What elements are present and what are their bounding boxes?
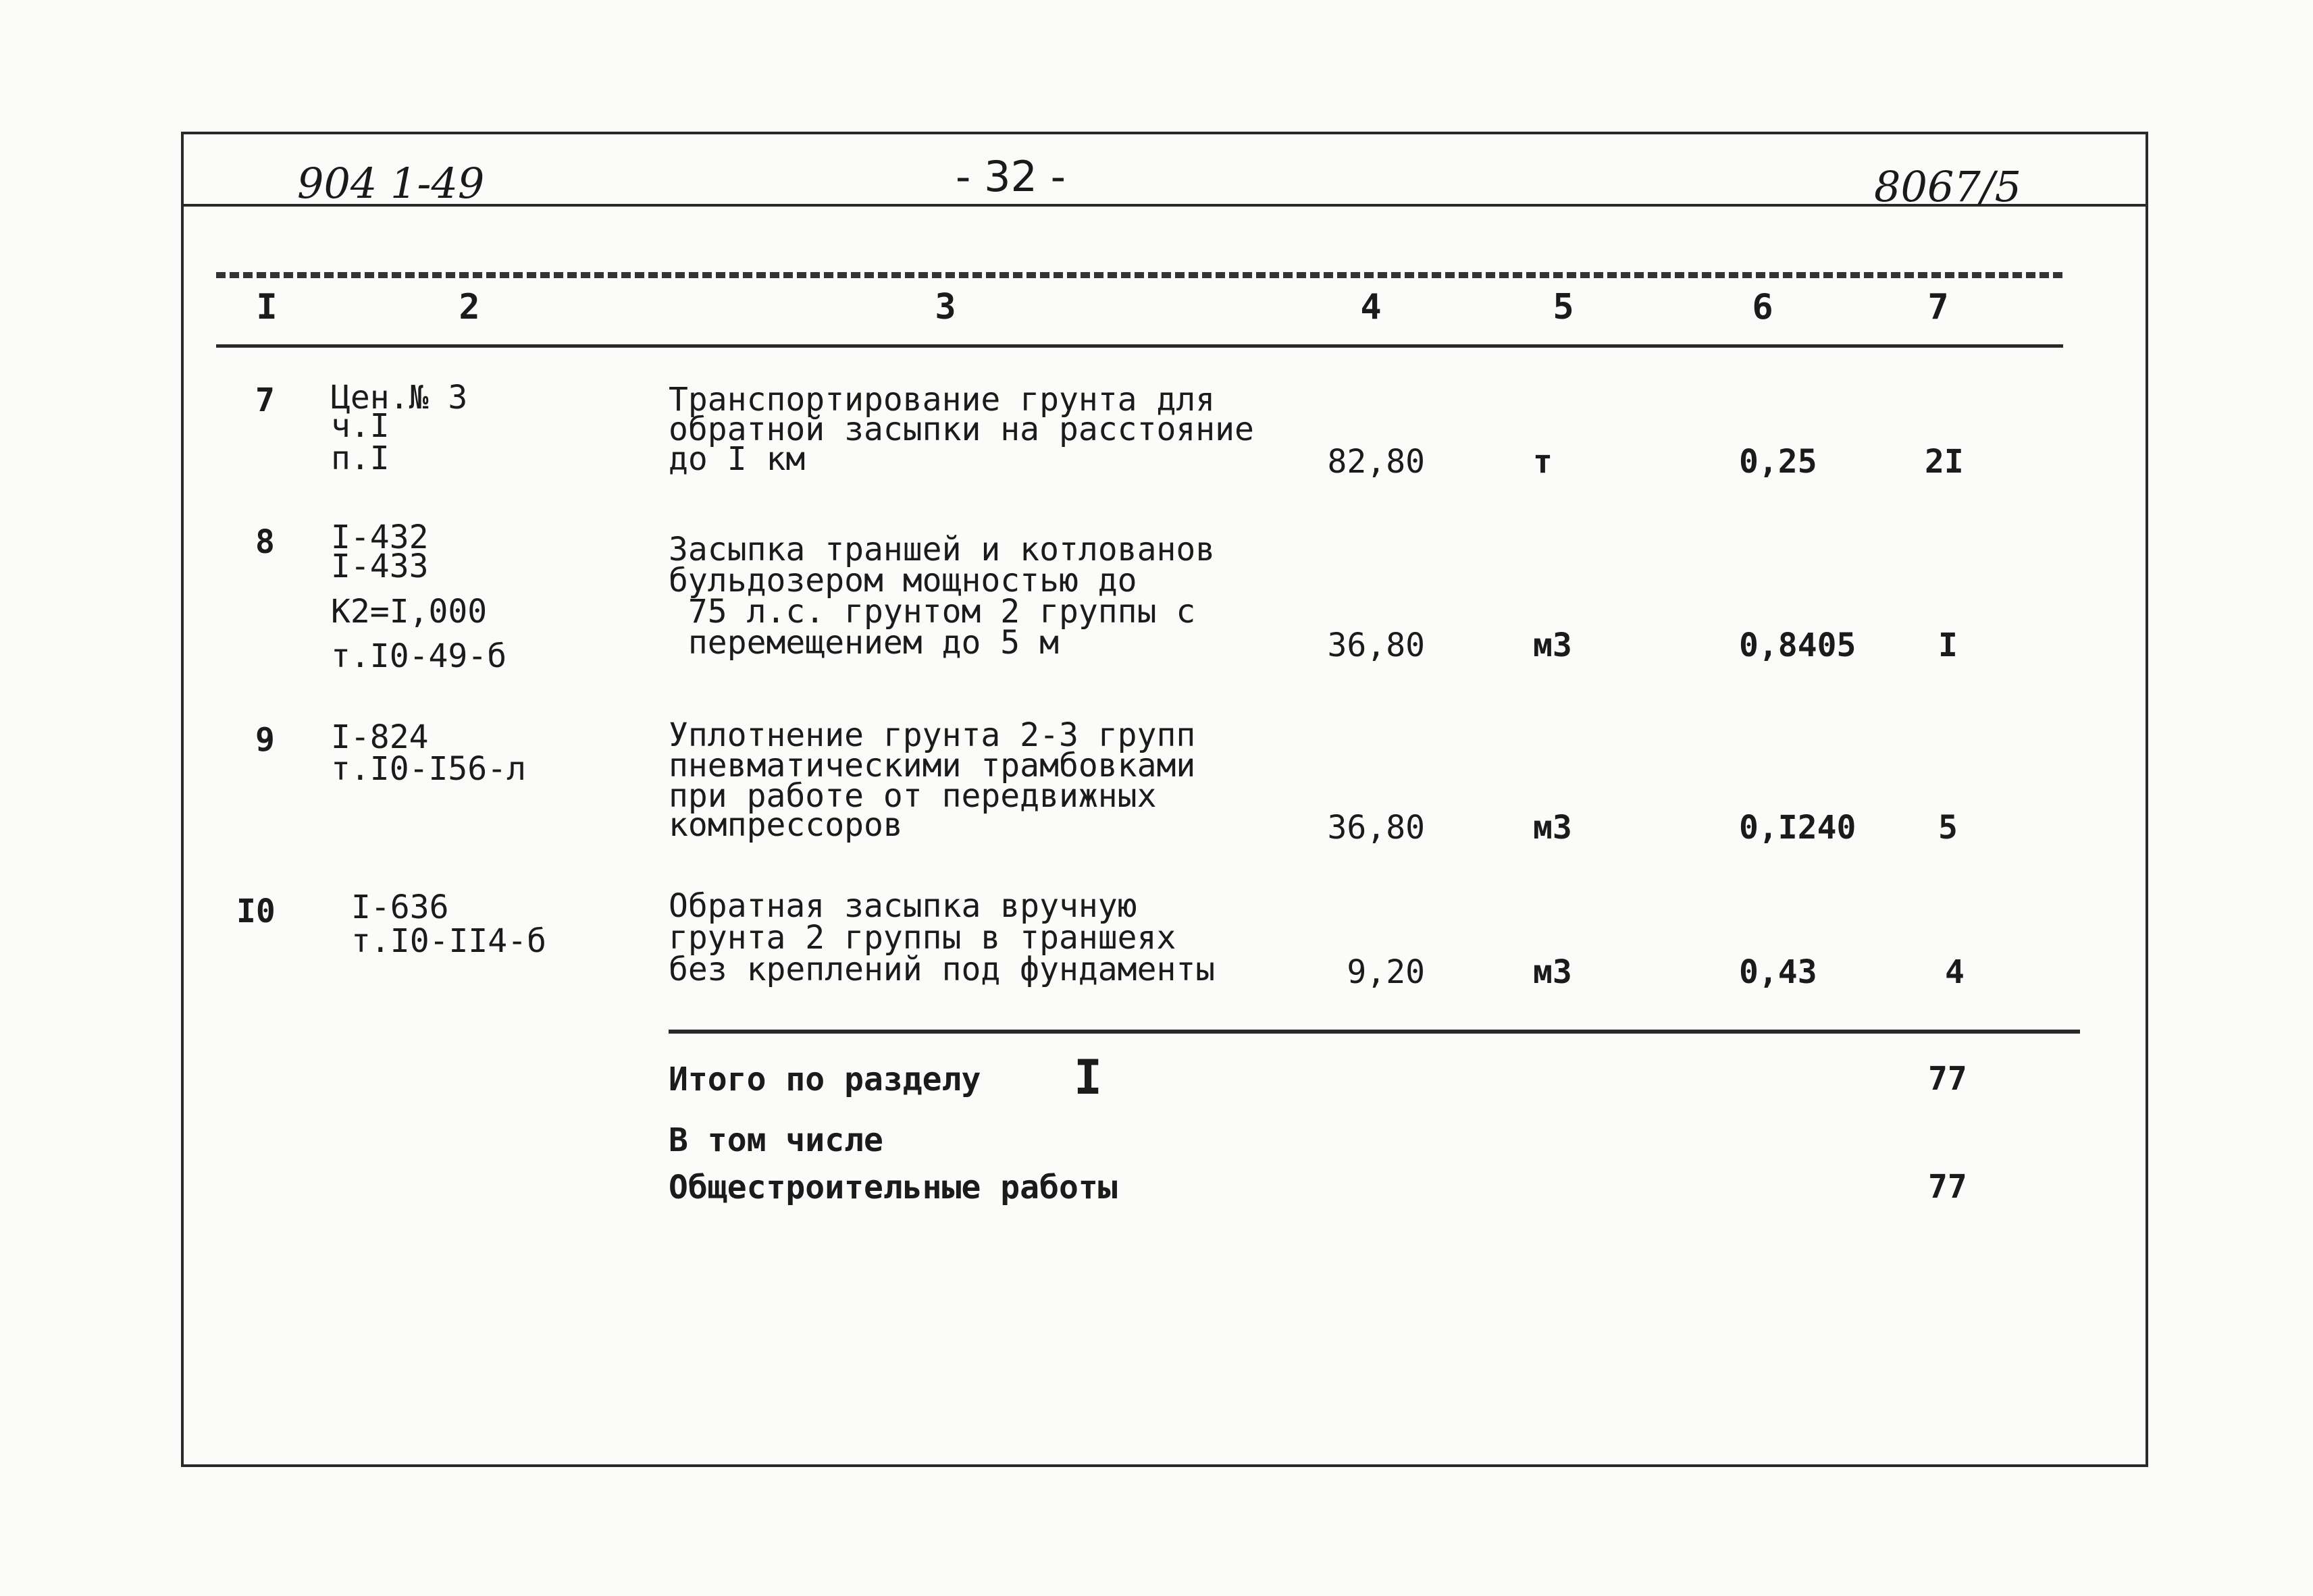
row-ref-line: т.I0-49-б	[331, 637, 507, 675]
row-ref-line: т.I0-II4-б	[351, 922, 546, 960]
row-ref-line: п.I	[331, 440, 390, 477]
col-header-1: I	[256, 287, 278, 327]
row-description-line: перемещением до 5 м	[669, 624, 1059, 662]
section-mark: I	[1074, 1050, 1103, 1105]
row-quantity: 36,80	[1327, 627, 1425, 664]
row-ref-line: I-636	[351, 888, 449, 926]
row-ref-line: I-824	[331, 718, 429, 756]
row-quantity: 36,80	[1327, 809, 1425, 847]
row-total: 4	[1945, 953, 1965, 991]
row-description-line: до I км	[669, 440, 806, 478]
general-works-label: Общестроительные работы	[669, 1169, 1118, 1206]
row-unit: т	[1533, 443, 1553, 481]
col-header-4: 4	[1360, 287, 1382, 327]
section-total-label: Итого по разделу	[669, 1061, 981, 1098]
row-description-line: пневматическими трамбовками	[669, 747, 1196, 784]
row-description-line: Уплотнение грунта 2-3 групп	[669, 716, 1196, 754]
row-norm: 0,I240	[1739, 809, 1856, 847]
row-unit: м3	[1533, 627, 1572, 664]
row-unit: м3	[1533, 809, 1572, 847]
row-description-line: 75 л.с. грунтом 2 группы с	[669, 593, 1196, 631]
row-norm: 0,43	[1739, 953, 1817, 991]
row-ref-line: т.I0-I56-л	[331, 750, 526, 788]
row-description-line: при работе от передвижных	[669, 777, 1157, 815]
row-total: I	[1938, 627, 1958, 664]
header-bottom-rule	[216, 344, 2063, 348]
row-number: 7	[255, 381, 275, 419]
row-norm: 0,25	[1739, 443, 1817, 481]
col-header-6: 6	[1752, 287, 1773, 327]
row-description-line: Транспортирование грунта для	[669, 381, 1216, 419]
document-code-right: 8067/5	[1874, 162, 2022, 211]
including-label: В том числе	[669, 1121, 883, 1159]
row-description-line: обратной засыпки на расстояние	[669, 410, 1254, 448]
document-code-left: 904 1-49	[297, 159, 485, 208]
row-number: 9	[255, 721, 275, 759]
row-quantity: 9,20	[1347, 953, 1425, 991]
row-description-line: компрессоров	[669, 806, 903, 844]
row-description-line: бульдозером мощностью до	[669, 562, 1137, 600]
header-top-rule	[216, 272, 2063, 278]
row-ref-line: ч.I	[331, 407, 390, 445]
section-total-value: 77	[1928, 1060, 1967, 1098]
row-quantity: 82,80	[1327, 443, 1425, 481]
summary-rule	[669, 1030, 2080, 1034]
row-description-line: Обратная засыпка вручную	[669, 887, 1137, 925]
row-ref-line: I-433	[331, 548, 429, 585]
page-frame	[181, 132, 2148, 1467]
row-unit: м3	[1533, 953, 1572, 991]
general-works-value: 77	[1928, 1168, 1967, 1206]
row-ref-line: Цен.№ 3	[331, 379, 468, 417]
row-ref-line: I-432	[331, 518, 429, 556]
row-norm: 0,8405	[1739, 627, 1856, 664]
page-number: - 32 -	[956, 152, 1066, 201]
col-header-2: 2	[459, 287, 480, 327]
col-header-3: 3	[935, 287, 956, 327]
row-description-line: грунта 2 группы в траншеях	[669, 919, 1176, 957]
row-total: 2I	[1925, 443, 1964, 481]
row-description-line: без креплений под фундаменты	[669, 951, 1216, 988]
row-number: 8	[255, 523, 275, 561]
row-total: 5	[1938, 809, 1958, 847]
row-description-line: Засыпка траншей и котлованов	[669, 531, 1216, 568]
col-header-5: 5	[1553, 287, 1574, 327]
row-ref-line: K2=I,000	[331, 593, 488, 631]
col-header-7: 7	[1927, 287, 1949, 327]
row-number: I0	[236, 893, 276, 930]
